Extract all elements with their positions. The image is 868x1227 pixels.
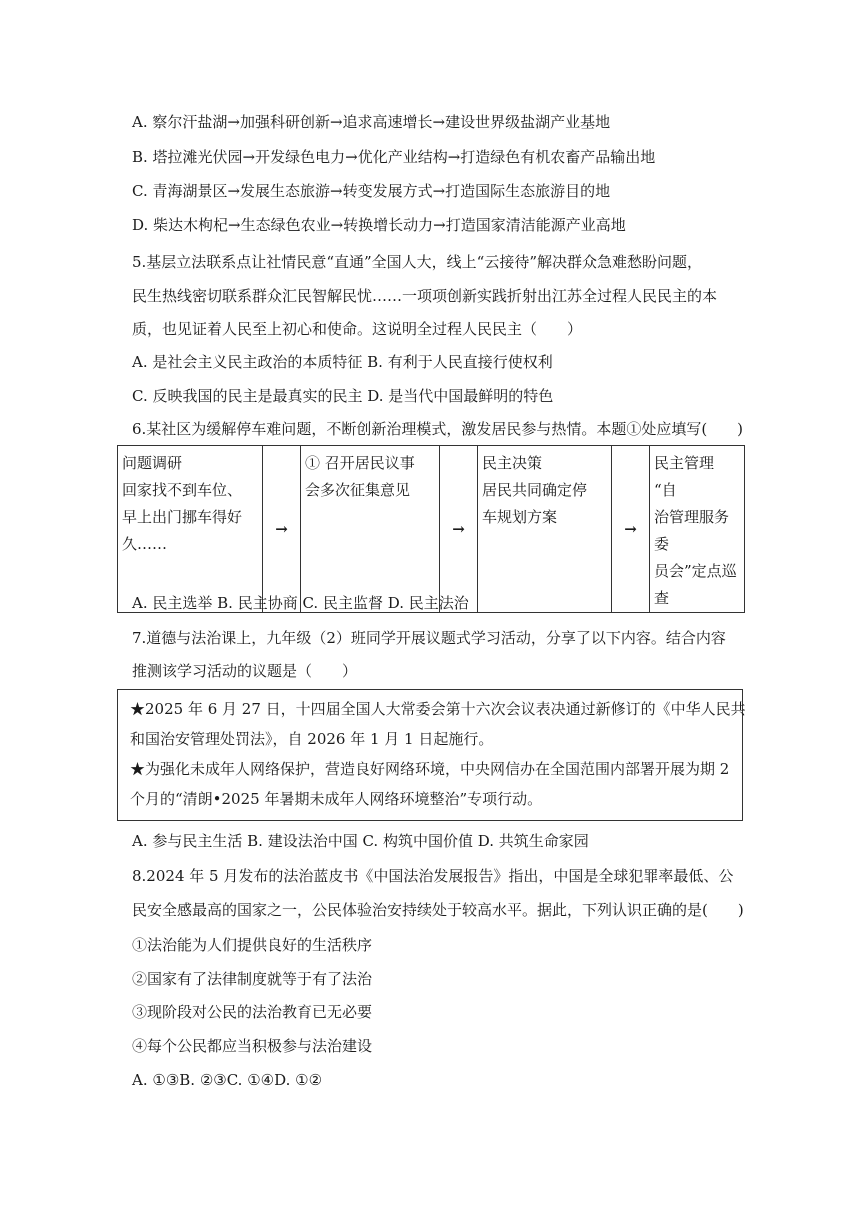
flow-arrow-3: → <box>612 446 650 613</box>
flow-arrow-2: → <box>440 446 478 613</box>
material-line-1: ★2025 年 6 月 27 日，十四届全国人大常委会第十六次会议表决通过新修订的《中华人民共 <box>130 700 746 718</box>
q8-statement-1: ①法治能为人们提供良好的生活秩序 <box>132 936 373 954</box>
q8-options: A. ①③B. ②③C. ①④D. ①② <box>132 1071 323 1089</box>
q4-option-d: D. 柴达木枸杞→生态绿色农业→转换增长动力→打造国家清洁能源产业高地 <box>132 216 626 234</box>
q5-stem-line-3: 质，也见证着人民至上初心和使命。这说明全过程人民民主（ ） <box>132 320 583 338</box>
q7-options: A. 参与民主生活 B. 建设法治中国 C. 构筑中国价值 D. 共筑生命家园 <box>132 832 589 850</box>
q8-stem-line-1: 8.2024 年 5 月发布的法治蓝皮书《中国法治发展报告》指出，中国是全球犯罪率最低、公 <box>132 867 734 885</box>
q8-statement-3: ③现阶段对公民的法治教育已无必要 <box>132 1003 373 1021</box>
q8-stem-line-2: 民安全感最高的国家之一，公民体验治安持续处于较高水平。据此，下列认识正确的是( ) <box>132 901 744 919</box>
flow-step-decision: 民主决策 居民共同确定停 车规划方案 <box>478 446 612 613</box>
flow-step-blank-1: ① 召开居民议事 会多次征集意见 <box>301 446 440 613</box>
q6-flow-table <box>117 445 745 613</box>
q6-stem: 6.某社区为缓解停车难问题，不断创新治理模式，激发居民参与热情。本题①处应填写( ) <box>132 420 744 438</box>
material-line-2: 和国治安管理处罚法》，自 2026 年 1 月 1 日起施行。 <box>130 730 494 748</box>
q7-material-box <box>117 689 746 821</box>
q5-stem-line-2: 民生热线密切联系群众汇民智解民忧……一项项创新实践折射出江苏全过程人民民主的本 <box>132 287 718 305</box>
q6-options: A. 民主选举 B. 民主协商 C. 民主监督 D. 民主法治 <box>132 594 469 612</box>
q5-options-cd: C. 反映我国的民主是最真实的民主 D. 是当代中国最鲜明的特色 <box>132 387 554 405</box>
q5-stem-line-1: 5.基层立法联系点让社情民意“直通”全国人大，线上“云接待”解决群众急难愁盼问题， <box>132 253 702 271</box>
flow-step-research: 问题调研 回家找不到车位、 早上出门挪车得好 久…… <box>118 446 263 613</box>
q7-stem-line-2: 推测该学习活动的议题是（ ） <box>132 662 358 680</box>
material-line-4: 个月的“清朗•2025 年暑期未成年人网络环境整治”专项行动。 <box>130 790 543 808</box>
q8-statement-2: ②国家有了法律制度就等于有了法治 <box>132 970 373 988</box>
q5-options-ab: A. 是社会主义民主政治的本质特征 B. 有利于人民直接行使权利 <box>132 353 553 371</box>
flow-step-management: 民主管理 “自 治管理服务委 员会”定点巡 查 <box>650 446 745 613</box>
material-line-3: ★为强化未成年人网络保护，营造良好网络环境，中央网信办在全国范围内部署开展为期 2 <box>130 760 730 778</box>
flow-arrow-1: → <box>263 446 301 613</box>
q8-statement-4: ④每个公民都应当积极参与法治建设 <box>132 1037 373 1055</box>
q4-option-c: C. 青海湖景区→发展生态旅游→转变发展方式→打造国际生态旅游目的地 <box>132 182 611 200</box>
q4-option-a: A. 察尔汗盐湖→加强科研创新→追求高速增长→建设世界级盐湖产业基地 <box>132 113 611 131</box>
q4-option-b: B. 塔拉滩光伏园→开发绿色电力→优化产业结构→打造绿色有机农畜产品输出地 <box>132 148 656 166</box>
q7-stem-line-1: 7.道德与法治课上，九年级（2）班同学开展议题式学习活动，分享了以下内容。结合内容 <box>132 629 726 647</box>
